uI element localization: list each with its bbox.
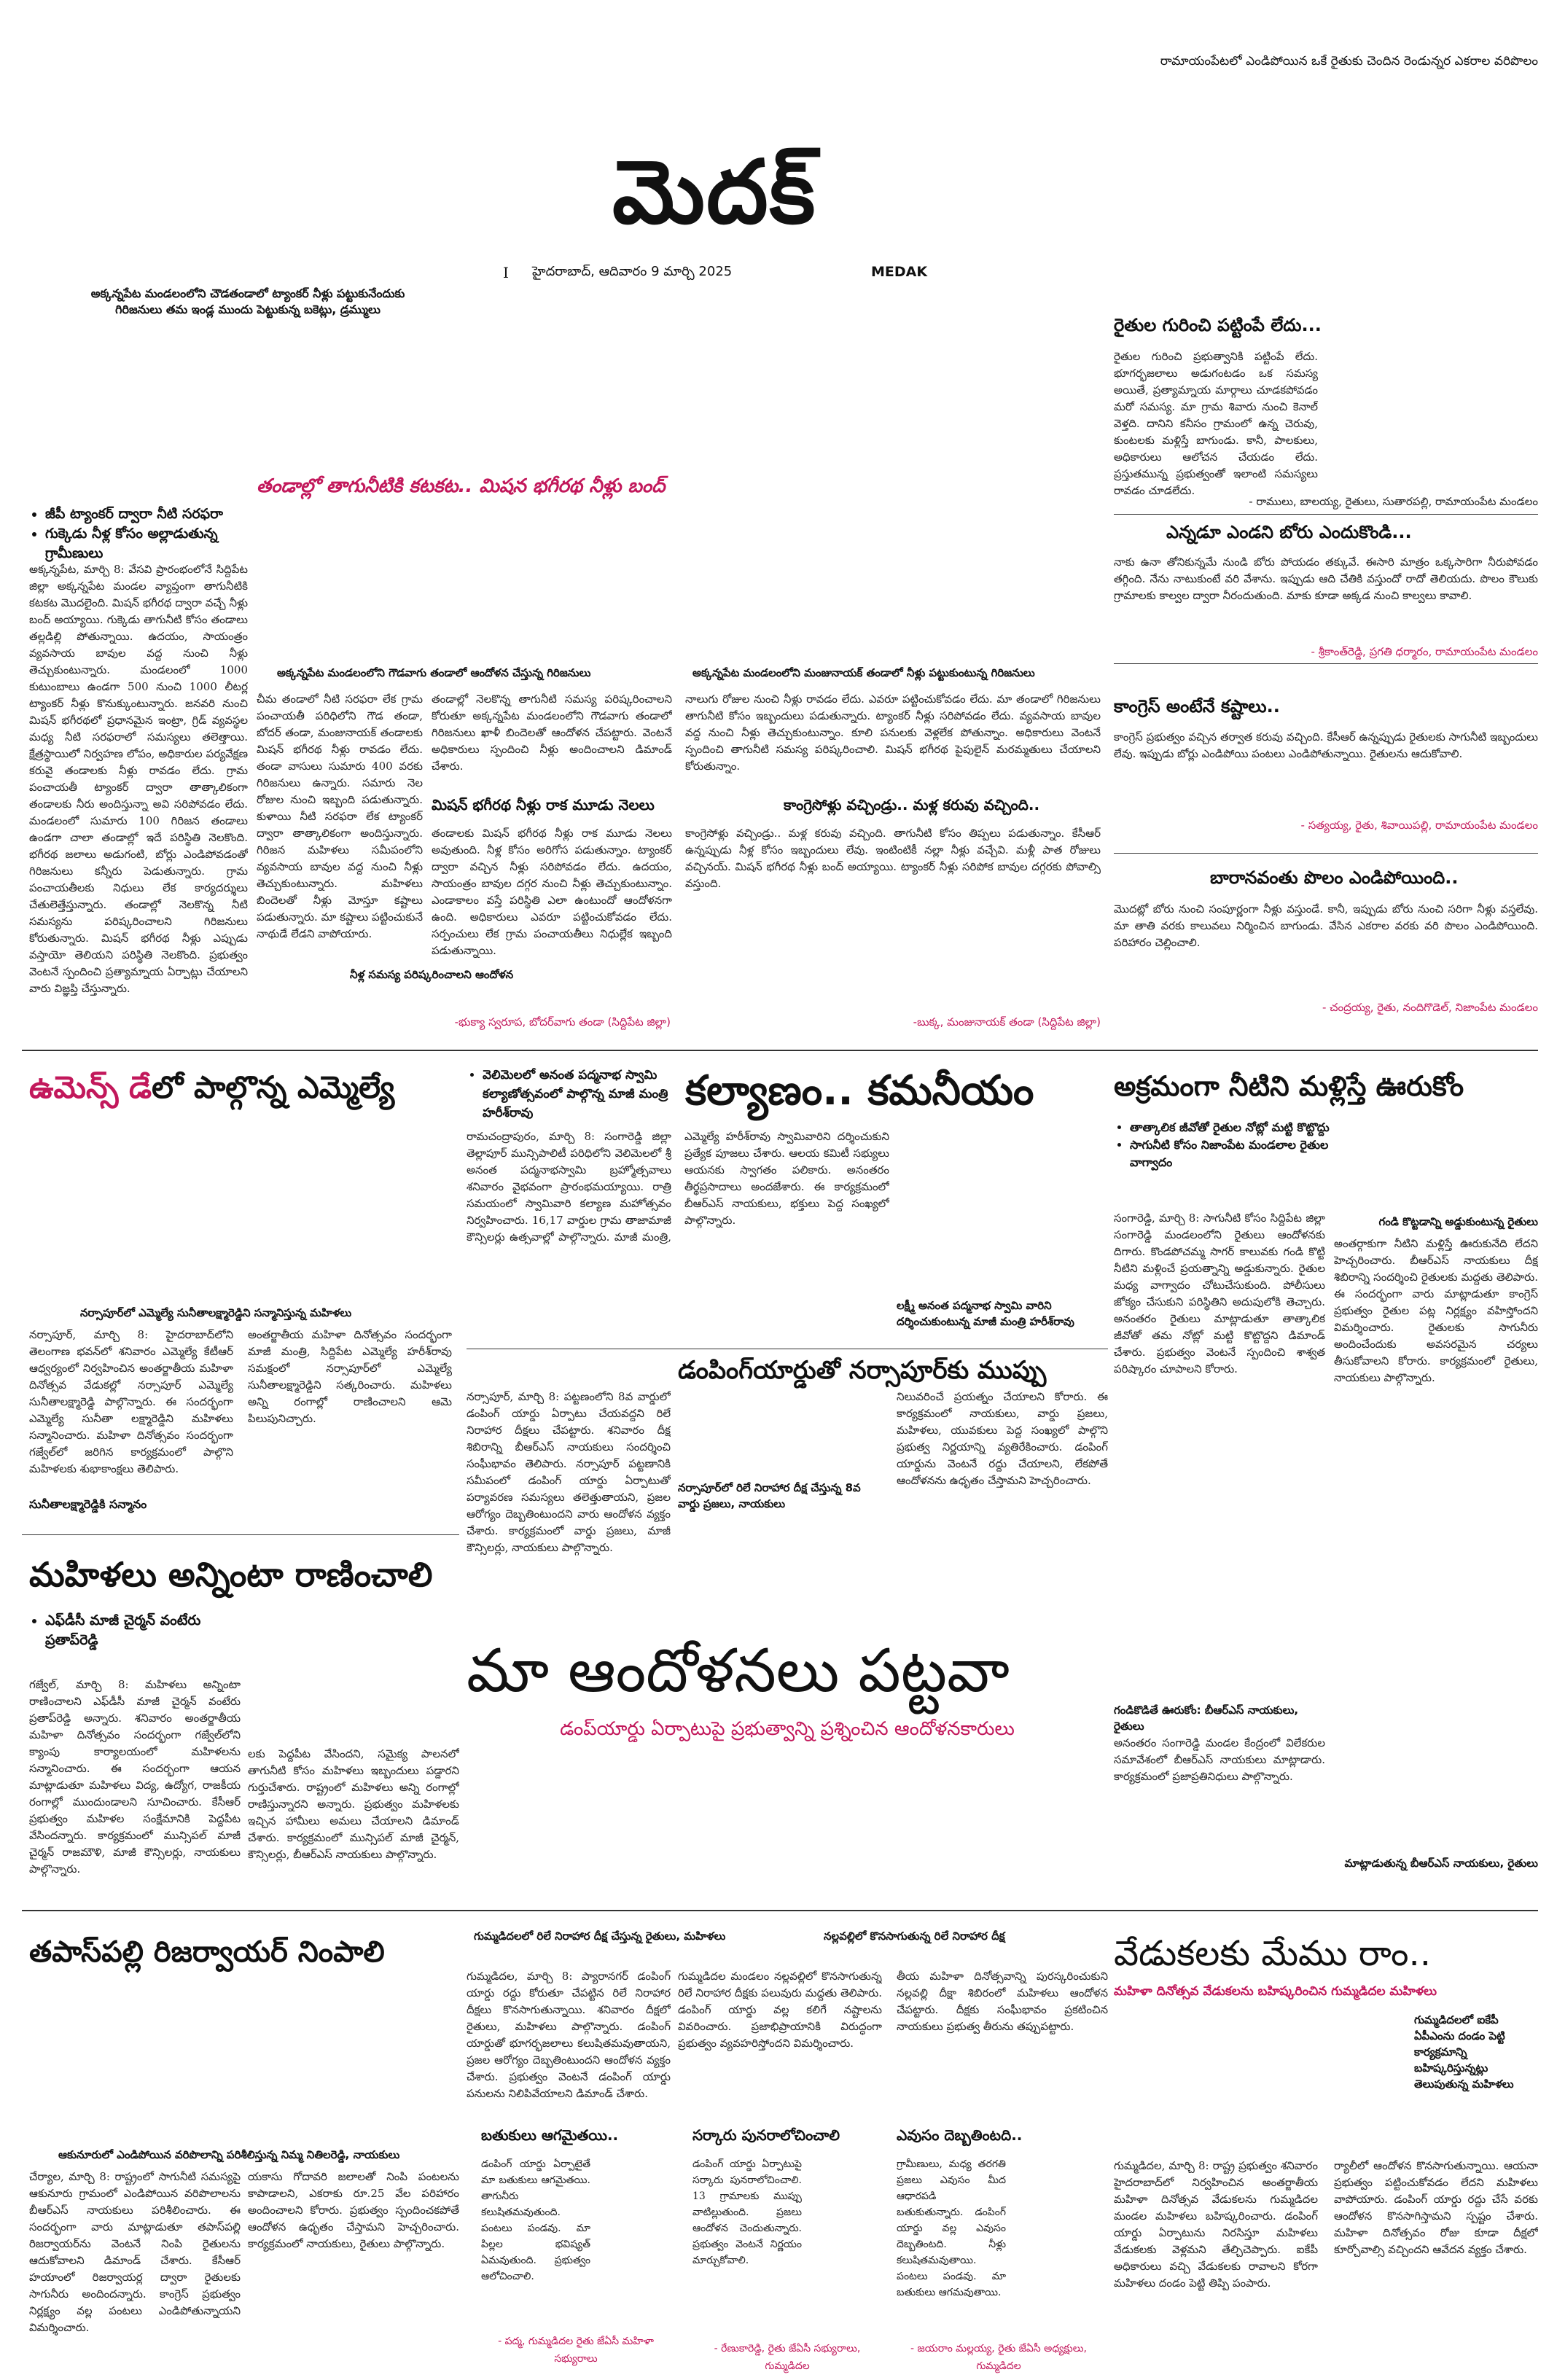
photo-caption: గుమ్మడిదలలో రిలే నిరాహార దీక్ష చేస్తున్న రైతులు, మహిళలు bbox=[474, 1930, 726, 1943]
photo-caption: నర్సాపూర్‌లో రిలే నిరాహార దీక్ష చేస్తున్న 8వ వార్డు ప్రజలు, నాయకులు bbox=[678, 1481, 861, 1510]
news-photo bbox=[467, 1749, 1108, 1895]
story-bullets bbox=[1114, 1119, 1332, 1171]
story-headline bbox=[29, 1066, 467, 1109]
photo-caption: లక్ష్మీ అనంత పద్మనాభ స్వామి వారిని దర్శించుకుంటున్న మాజీ మంత్రి హరీశ్‌రావు bbox=[897, 1299, 1074, 1328]
story-headline: కాంగ్రెసోళ్లు వచ్చిండ్రు.. మళ్ల కరువు వచ్చింది.. bbox=[784, 796, 1040, 814]
bullet-item: • వెలిమెలలో అనంత పద్మనాభ స్వామి కల్యాణోత్సవంలో పాల్గొన్న మాజీ మంత్రి హరీశ్‌రావు bbox=[483, 1066, 678, 1123]
story-body: డంపింగ్ యార్డు ఏర్పాటైతే మా బతుకులు ఆగమైతయి. తాగునీరు కలుషితమవుతుంది. పంటలు పండవు. మా పిల్లల భవిష్యత్ ఏమవుతుంది. ప్రభుత్వం ఆలోచించాలి. bbox=[481, 2158, 590, 2282]
headline-text: లో పాల్గొన్న ఎమ్మెల్యే bbox=[152, 1069, 395, 1105]
story-byline: - చంద్రయ్య, రైతు, నందిగొడెల్, నిజాంపేట మండలం bbox=[1322, 1001, 1538, 1014]
story-byline: -బుక్క, మంజునాయక్ తండా (సిద్దిపేట జిల్లా) bbox=[913, 1015, 1101, 1029]
story-body: తీయ మహిళా దినోత్సవాన్ని పురస్కరించుకుని నల్లవల్లి దీక్షా శిబిరంలో మహిళలు ఆందోళన చేపట్టారు. దీక్షకు సంఘీభావం ప్రకటించిన నాయకులు ప్రభుత్వ తీరును తప్పుపట్టారు. bbox=[897, 1970, 1108, 2033]
story-bullets bbox=[29, 504, 226, 563]
bullet-item: • ఎఫ్‌డీసీ మాజీ చైర్మన్ వంటేరు ప్రతాప్‌రెడ్డి bbox=[45, 1611, 241, 1650]
story-byline: - జయరాం మల్లయ్య, రైతు జేఏసీ అధ్యక్షులు, గుమ్మడిదల bbox=[910, 2343, 1087, 2372]
photo-caption: అక్కన్నపేట మండలంలోని చౌడతండాలో ట్యాంకర్ నీళ్లు పట్టుకునేందుకు గిరిజనులు తమ ఇండ్ల ముందు పెట్టుకున్న బకెట్లు, డ్రమ్ములు bbox=[90, 286, 405, 316]
story-headline: మహిళలు అన్నింటా రాణించాలి bbox=[29, 1555, 433, 1594]
story-byline: - రేణుకారెడ్డి, రైతు జేఏసీ సభ్యురాలు, గుమ్మడిదల bbox=[714, 2343, 861, 2372]
story-headline: అక్రమంగా నీటిని మళ్లిస్తే ఊరుకోం bbox=[1114, 1070, 1464, 1102]
photo-caption: అక్కన్నపేట మండలంలోని గౌడవాగు తండాలో ఆందోళన చేస్తున్న గిరిజనులు bbox=[277, 666, 591, 679]
photo-caption: గండి కొట్టడాన్ని అడ్డుకుంటున్న రైతులు bbox=[1378, 1215, 1538, 1228]
story-body: యకాసు గోదావరి జలాలతో నింపి పంటలను కాపాడాలని, ఎకరాకు రూ.25 వేల పరిహారం అందించాలని కోరారు. ప్రభుత్వం స్పందించకపోతే ఆందోళన ఉధృతం చేస్తామని హెచ్చరించారు. కార్యక్రమంలో నాయకులు, రైతులు పాల్గొన్నారు. bbox=[248, 2170, 459, 2250]
bullet-item: • జీపీ ట్యాంకర్ ద్వారా నీటి సరఫరా bbox=[45, 504, 226, 524]
story-byline: - శ్రీకాంత్‌రెడ్డి, ప్రగతి ధర్మారం, రామాయంపేట మండలం bbox=[1311, 645, 1538, 658]
news-photo bbox=[897, 1123, 1108, 1298]
story-body: లకు పెద్దపీట వేసిందని, సమైక్య పాలనలో తాగునీటి కోసం మహిళలు ఇబ్బందులు పడ్డారని గుర్తుచేశారు. రాష్ట్రంలో మహిళలు అన్ని రంగాల్లో రాణిస్తున్నారని అన్నారు. ప్రభుత్వం మహిళలకు ఇచ్చిన హామీలు అమలు చేయాలని డిమాండ్ చేశారు. కార్యక్రమంలో మున్సిపల్ మాజీ చైర్మన్, కౌన్సిలర్లు, బీఆర్ఎస్ నాయకులు పాల్గొన్నారు. bbox=[248, 1747, 459, 1861]
story-body: కాంగ్రెస్ ప్రభుత్వం వచ్చిన తర్వాత కరువు వచ్చింది. కేసీఆర్ ఉన్నప్పుడు రైతులకు సాగునీటి ఇబ్బందులు లేవు. ఇప్పుడు బోర్లు ఎండిపోయి పంటలు ఎండిపోతున్నాయి. రైతులను ఆదుకోవాలి. bbox=[1114, 730, 1538, 760]
photo-caption: గుమ్మడిదలలో ఐకేపీ ఏపీఎంను దండం పెట్టి కార్యక్రమాన్ని బహిష్కరిస్తున్నట్లు తెలుపుతున్న మహిళలు bbox=[1414, 2013, 1514, 2091]
story-headline: కల్యాణం.. కమనీయం bbox=[685, 1067, 1034, 1115]
story-subhead: మహిళా దినోత్సవ వేడుకలను బహిష్కరించిన గుమ్మడిదల మహిళలు bbox=[1114, 1984, 1437, 1999]
story-body: చేర్యాల, మార్చి 8: రాష్ట్రంలో సాగునీటి సమస్యపై ఆకునూరు గ్రామంలో ఎండిపోయిన వరిపొలాలను బీఆర్ఎస్ నాయకులు పరిశీలించారు. ఈ సందర్భంగా వారు మాట్లాడుతూ తపాస్‌పల్లి రిజర్వాయర్‌ను వెంటనే నింపి రైతులను ఆదుకోవాలని డిమాండ్ చేశారు. కేసీఆర్ హయాంలో రిజర్వాయర్ల ద్వారా రైతులకు సాగునీరు అందిందన్నారు. కాంగ్రెస్ ప్రభుత్వం నిర్లక్ష్యం వల్ల పంటలు ఎండిపోతున్నాయని విమర్శించారు. bbox=[29, 2170, 241, 2334]
story-body: నిలువరించే ప్రయత్నం చేయాలని కోరారు. ఈ కార్యక్రమంలో నాయకులు, వార్డు ప్రజలు, మహిళలు, యువకులు పెద్ద సంఖ్యలో పాల్గొని ప్రభుత్వ నిర్ణయాన్ని వ్యతిరేకించారు. డంపింగ్ యార్డును వెంటనే రద్దు చేయాలని, లేకపోతే ఆందోళనను ఉధృతం చేస్తామని హెచ్చరించారు. bbox=[897, 1390, 1108, 1487]
story-body: నర్సాపూర్, మార్చి 8: హైదరాబాద్‌లోని తెలంగాణ భవన్‌లో శనివారం ఎమ్మెల్యే కేటీఆర్ ఆధ్వర్యంలో నిర్వహించిన అంతర్జాతీయ మహిళా దినోత్సవ వేడుకల్లో నర్సాపూర్ ఎమ్మెల్యే సునీతాలక్ష్మారెడ్డి పాల్గొన్నారు. ఈ సందర్భంగా ఎమ్మెల్యే సునీతా లక్ష్మారెడ్డిని మహిళలు సన్మానించారు. మహిళా దినోత్సవం సందర్భంగా గజ్వేల్‌లో జరిగిన కార్యక్రమంలో పాల్గొని మహిళలకు శుభాకాంక్షలు తెలిపారు. bbox=[29, 1328, 233, 1475]
story-body: గుమ్మడిదల, మార్చి 8: రాష్ట్ర ప్రభుత్వం శనివారం హైదరాబాద్‌లో నిర్వహించిన అంతర్జాతీయ మహిళా దినోత్సవ వేడుకలను గుమ్మడిదల మండల మహిళలు బహిష్కరించారు. డంపింగ్ యార్డు ఏర్పాటును నిరసిస్తూ మహిళలు వేడుకలకు వెళ్లమని తేల్చిచెప్పారు. ఐకేపీ అధికారులు వచ్చి వేడుకలకు రావాలని కోరగా మహిళలు దండం పెట్టి తిప్పి పంపారు. bbox=[1114, 2159, 1318, 2290]
headline-highlight: ఉమెన్స్ డే bbox=[29, 1069, 152, 1105]
photo-caption: మాట్లాడుతున్న బీఆర్ఎస్ నాయకులు, రైతులు bbox=[1344, 1857, 1538, 1870]
story-byline: - పద్మ, గుమ్మడిదల రైతు జేఏసీ మహిళా సభ్యురాలు bbox=[498, 2336, 654, 2365]
story-byline: -భుక్యా స్వరూప, బోదర్‌వాగు తండా (సిద్దిపేట జిల్లా) bbox=[454, 1015, 671, 1029]
story-headline: మా ఆందోళనలు పట్టవా bbox=[467, 1636, 1010, 1706]
bullet-item: • తాత్కాలిక జీవోతో రైతుల నోట్లో మట్టి కొట్టొద్దు bbox=[1130, 1119, 1332, 1136]
bullet-item: • సాగునీటి కోసం నిజాంపేట మండలాల రైతుల వాగ్వాదం bbox=[1130, 1136, 1332, 1171]
section-divider bbox=[22, 1910, 1538, 1911]
masthead-date: హైదరాబాద్, ఆదివారం 9 మార్చి 2025 bbox=[532, 264, 733, 279]
story-body: తండాలకు మిషన్ భగీరథ నీళ్లు రాక మూడు నెలలు అవుతుంది. నీళ్ల కోసం అరిగోస పడుతున్నాం. ట్యాంకర్ ద్వారా వచ్చిన నీళ్లు సరిపోవడం లేదు. ఉదయం, సాయంత్రం బావుల దగ్గర నుంచి నీళ్లు తెచ్చుకుంటున్నాం. ఎండాకాలం వస్తే పరిస్థితి ఎలా ఉంటుందో ఆందోళనగా ఉంది. అధికారులు ఎవరూ పట్టించుకోవడం లేదు. సర్పంచులు లేక గ్రామ పంచాయతీలు నిధుల్లేక ఇబ్బంది పడుతున్నాయి. bbox=[432, 827, 672, 957]
story-headline: బతుకులు ఆగమైతయి.. bbox=[481, 2126, 619, 2144]
story-headline: సర్కారు పునరాలోచించాలి bbox=[692, 2126, 840, 2144]
column-divider bbox=[22, 1534, 459, 1535]
news-photo bbox=[22, 328, 1108, 459]
story-byline: - సత్యయ్య, రైతు, శివాయిపల్లి, రామాయంపేట మండలం bbox=[1300, 819, 1538, 832]
story-headline: తపాస్‌పల్లి రిజర్వాయర్ నింపాలి bbox=[29, 1935, 385, 1969]
news-photo bbox=[598, 2156, 671, 2229]
story-body: నర్సాపూర్, మార్చి 8: పట్టణంలోని 8వ వార్డులో డంపింగ్ యార్డు ఏర్పాటు చేయవద్దని రిలే నిరాహార దీక్షలు చేపట్టారు. శనివారం దీక్ష శిబిరాన్ని బీఆర్ఎస్ నాయకులు సందర్శించి సంఘీభావం తెలిపారు. నర్సాపూర్ పట్టణానికి సమీపంలో డంపింగ్ యార్డు ఏర్పాటుతో పర్యావరణ సమస్యలు తలెత్తుతాయని, ప్రజల ఆరోగ్యం దెబ్బతింటుందని వారు ఆందోళన వ్యక్తం చేశారు. కార్యక్రమంలో వార్డు ప్రజలు, మాజీ కౌన్సిలర్లు, నాయకులు పాల్గొన్నారు. bbox=[467, 1390, 671, 1554]
story-body: గుమ్మడిదల, మార్చి 8: ప్యారానగర్ డంపింగ్ యార్డు రద్దు కోరుతూ చేపట్టిన రిలే నిరాహార దీక్షలు కొనసాగుతున్నాయి. శనివారం దీక్షలో రైతులు, మహిళలు పాల్గొన్నారు. డంపింగ్ యార్డుతో భూగర్భజలాలు కలుషితమవుతాయని, ప్రజల ఆరోగ్యం దెబ్బతింటుందని ఆందోళన వ్యక్తం చేశారు. ప్రభుత్వం వెంటనే డంపింగ్ యార్డు పనులను నిలిపివేయాలని డిమాండ్ చేశారు. bbox=[467, 1970, 671, 2100]
story-body: రైతుల గురించి ప్రభుత్వానికి పట్టింపే లేదు. భూగర్భజలాలు అడుగంటడం ఒక సమస్య అయితే, ప్రత్యామ్నాయ మార్గాలు చూడకపోవడం మరో సమస్య. మా గ్రామ శివారు నుంచి కెనాల్ వెళ్తది. దానిని కనీసం గ్రామంలో ఉన్న చెరువు, కుంటలకు మళ్లిస్తే బాగుండు. కానీ, పాలకులు, అధికారులు ఆలోచన చేయడం లేదు. ప్రస్తుతమున్న ప్రభుత్వంతో ఇలాంటి సమస్యలు రావడం చూడలేదు. bbox=[1114, 350, 1318, 497]
story-headline: డంపింగ్‌యార్డుతో నర్సాపూర్‌కు ముప్పు bbox=[678, 1356, 1047, 1385]
story-body: సంగారెడ్డి, మార్చి 8: సాగునీటి కోసం సిద్దిపేట జిల్లా సంగారెడ్డి మండలంలోని రైతులు ఆందోళనకు దిగారు. కొండపోచమ్మ సాగర్ కాలువకు గండి కొట్టి నీటిని మళ్లించే ప్రయత్నాన్ని అడ్డుకున్నారు. రైతుల మధ్య వాగ్వాదం చోటుచేసుకుంది. పోలీసులు జోక్యం చేసుకుని పరిస్థితిని అదుపులోకి తెచ్చారు. అనంతరం రైతులు మాట్లాడుతూ తాత్కాలిక జీవోతో తమ నోట్లో మట్టి కొట్టొద్దని డిమాండ్ చేశారు. ప్రభుత్వం వెంటనే స్పందించి శాశ్వత పరిష్కారం చూపాలని కోరారు. bbox=[1114, 1212, 1325, 1376]
story-headline: బారానవంతు పొలం ఎండిపోయింది.. bbox=[1210, 867, 1459, 888]
photo-caption: నల్లవల్లిలో కొనసాగుతున్న రిలే నిరాహార దీక్ష bbox=[824, 1930, 1005, 1943]
story-byline: నీళ్ల సమస్య పరిష్కరించాలని ఆందోళన bbox=[350, 968, 514, 981]
story-headline: తండాల్లో తాగునీటికి కటకట.. మిషన భగీరథ నీళ్లు బంద్ bbox=[257, 475, 666, 497]
news-photo bbox=[678, 1389, 882, 1476]
story-headline: ఎన్నడూ ఎండని బోరు ఎందుకొండి... bbox=[1166, 522, 1412, 542]
photo-caption: నర్సాపూర్‌లో ఎమ్మెల్యే సునీతాలక్ష్మారెడ్డిని సన్మానిస్తున్న మహిళలు bbox=[80, 1306, 352, 1319]
news-photo bbox=[1114, 2008, 1405, 2147]
story-subhead: సునీతాలక్ష్మారెడ్డికి సన్మానం bbox=[29, 1497, 147, 1511]
column-divider bbox=[1114, 663, 1538, 664]
news-photo bbox=[809, 2156, 882, 2229]
photo-caption: అక్కన్నపేట మండలంలోని మంజునాయక్ తండాలో నీళ్లు పట్టుకుంటున్న గిరిజనులు bbox=[692, 666, 1035, 679]
story-body: నాకు ఉనా తోనికున్నమే నుండి బోరు పోయడం తక్కువే. ఈసారి మాత్రం ఒక్కసారిగా నీరుపోవడం తగ్గింది. నేను నాటుకుంటే వరి వేశాను. ఇప్పుడు ఆది చేతికి వస్తుందో రాదో తెలియదు. పొలం కౌలుకు గ్రామాలకు కాల్వల ద్వారా నీరందుతుంది. మాకు కూడా అక్కడ నుంచి కాల్వలు కావాలి. bbox=[1114, 555, 1538, 602]
news-photo bbox=[257, 510, 679, 663]
story-body: అనంతరం సంగారెడ్డి మండల కేంద్రంలో విలేకరుల సమావేశంలో బీఆర్ఎస్ నాయకులు మాట్లాడారు. కార్యక్రమంలో ప్రజాప్రతినిధులు పాల్గొన్నారు. bbox=[1114, 1736, 1325, 1783]
photo-caption: ఆకునూరులో ఎండిపోయిన వరిపొలాన్ని పరిశీలిస్తున్న నిమ్మ నితిలరెడ్డి, నాయకులు bbox=[58, 2148, 400, 2161]
bullet-item: • గుక్కెడు నీళ్ల కోసం అల్లాడుతున్న గ్రామీణులు bbox=[45, 524, 226, 563]
story-body: అంతర్గాకుగా నీటిని మళ్లిస్తే ఊరుకునేది లేదని హెచ్చరించారు. బీఆర్ఎస్ నాయకులు దీక్ష శిబిరాన్ని సందర్శించి రైతులకు మద్దతు తెలిపారు. ఈ సందర్భంగా వారు మాట్లాడుతూ కాంగ్రెస్ ప్రభుత్వం రైతుల పట్ల నిర్లక్ష్యం వహిస్తోందని విమర్శించారు. రైతులకు సాగునీరు అందించేందుకు అవసరమైన చర్యలు తీసుకోవాలని కోరారు. కార్యక్రమంలో రైతులు, నాయకులు పాల్గొన్నారు. bbox=[1334, 1237, 1538, 1384]
story-subhead: గండికొడితే ఊరుకోం: బీఆర్ఎస్ నాయకులు, రైతులు bbox=[1114, 1704, 1299, 1733]
news-photo bbox=[29, 1123, 452, 1305]
story-subhead: డంప్‌యార్డు ఏర్పాటుపై ప్రభుత్వాన్ని ప్రశ్నించిన ఆందోళనకారులు bbox=[560, 1718, 1015, 1740]
story-body: గ్రామీణులు, మధ్య తరగతి ప్రజలు ఎవుసం మీద ఆధారపడి బతుకుతున్నారు. డంపింగ్ యార్డు వల్ల ఎవుసం దెబ్బతింటది. నీళ్లు కలుషితమవుతాయి. పంటలు పండవు. మా బతుకులు ఆగమవుతాయి. bbox=[897, 2158, 1006, 2298]
story-headline: రైతుల గురించి పట్టింపే లేదు... bbox=[1114, 315, 1322, 335]
story-bullets bbox=[29, 1611, 241, 1650]
story-body: గుమ్మడిదల మండలం నల్లవల్లిలో కొనసాగుతున్న రిలే నిరాహార దీక్షకు పలువురు మద్దతు తెలిపారు. డంపింగ్ యార్డు వల్ల కలిగే నష్టాలను వివరించారు. ప్రజాభిప్రాయానికి విరుద్ధంగా ప్రభుత్వం వ్యవహరిస్తోందని విమర్శించారు. bbox=[678, 1970, 882, 2050]
story-body: చీమ తండాలో నీటి సరఫరా లేక గ్రామ పంచాయతీ పరిధిలోని గౌడ తండా, బోదర్ తండా, మంజునాయక్ తండాలకు మిషన్ భగీరథ నీళ్లు రావడం లేదు. తండా వాసులు సుమారు 400 వరకు గిరిజనులు ఉన్నారు. సమారు నెల రోజుల నుంచి ఇబ్బంది పడుతున్నారు. కుళాయి నీటి సరఫరా లేక ట్యాంకర్ ద్వారా తాత్కాలికంగా అందిస్తున్నారు. గిరిజన మహిళలు సమీపంలోని వ్యవసాయ బావుల వద్ద నుంచి నీళ్లు తెచ్చుకుంటున్నారు. మహిళలు బిందెలతో నీళ్లు మోస్తూ కష్టాలు పడుతున్నారు. మా కష్టాలు పట్టించుకునే నాథుడే లేడని వాపోయారు. bbox=[257, 692, 423, 940]
story-body: కాంగ్రెసోళ్లు వచ్చిండ్రు.. మళ్ల కరువు వచ్చింది. తాగునీటి కోసం తిప్పలు పడుతున్నాం. కేసీఆర్ ఉన్నప్పుడు నీళ్ల కోసం ఇబ్బందులు లేవు. ఇంటింటికీ నల్లా నీళ్లు వచ్చేవి. మళ్లీ పాత రోజులు వచ్చినయ్. మిషన్ భగీరథ నీళ్లు బంద్ అయ్యాయి. ట్యాంకర్ నీళ్లు సరిపోక బావుల దగ్గరకు పోవాల్సి వస్తుంది. bbox=[685, 827, 1101, 890]
news-photo bbox=[1013, 2156, 1101, 2229]
story-body: అక్కన్నపేట, మార్చి 8: వేసవి ప్రారంభంలోనే సిద్దిపేట జిల్లా అక్కన్నపేట మండల వ్యాప్తంగా తాగునీటికి కటకట మొదలైంది. మిషన్ భగీరథ ద్వారా వచ్చే నీళ్లు బంద్ అయ్యాయి. గుక్కెడు తాగునీటి కోసం తండాలు తల్లడిల్లి పోతున్నాయి. ఉదయం, సాయంత్రం వ్యవసాయ బావుల వద్ద నుంచి నీళ్లు తెచ్చుకుంటున్నారు. మండలంలో 1000 కుటుంబాలు ఉండగా 500 నుంచి 1000 లీటర్ల ట్యాంకర్ నీళ్లు కొనుక్కుంటున్నారు. జనవరి నుంచి మిషన్ భగీరథలో ప్రధానమైన ఇంట్రా, గ్రిడ్ వ్యవస్థల మధ్య నీటి సరఫరాలో సమస్యలు తలెత్తాయి. క్షేత్రస్థాయిలో నిర్వహణ లోపం, అధికారుల పర్యవేక్షణ కరువై తండాలకు నీళ్లు రావడం లేదు. గ్రామ పంచాయతీ ట్యాంకర్ ద్వారా తాత్కాలికంగా తండాలకు నీరు అందిస్తున్నా అవి సరిపోవడం లేదు. మండలంలో సుమారు 100 గిరిజన తండాలు ఉండగా చాలా తండాల్లో ఇదే పరిస్థితి నెలకొంది. భగీరథ జలాలు అడుగంటి, బోర్లు ఎండిపోవడంతో గిరిజనులు కన్నీరు పెడుతున్నారు. గ్రామ పంచాయతీలకు నిధులు లేక కార్యదర్శులు చేతులెత్తేస్తున్నారు. తండాల్లో నెలకొన్న నీటి సమస్యను పరిష్కరించాలని గిరిజనులు కోరుతున్నారు. మిషన్ భగీరథ నీళ్లు ఎప్పుడు వస్తాయో తెలియని పరిస్థితి నెలకొంది. ప్రభుత్వం వెంటనే స్పందించి ప్రత్యామ్నాయ ఏర్పాట్లు చేయాలని వారు విజ్ఞప్తి చేస్తున్నారు. bbox=[29, 563, 248, 995]
story-body: అంతర్జాతీయ మహిళా దినోత్సవం సందర్భంగా మాజీ మంత్రి, సిద్దిపేట ఎమ్మెల్యే హరీశ్‌రావు సమక్షంలో నర్సాపూర్‌లో ఎమ్మెల్యే సునీతాలక్ష్మారెడ్డిని సత్కరించారు. మహిళలు అన్ని రంగాల్లో రాణించాలని ఆమె పిలుపునిచ్చారు. bbox=[248, 1328, 452, 1425]
news-photo bbox=[29, 1983, 459, 2143]
news-photo bbox=[685, 510, 1101, 663]
story-headline: కాంగ్రెస్ అంటేనే కష్టాలు.. bbox=[1114, 696, 1280, 717]
story-headline: మిషన్ భగీరథ నీళ్లు రాక మూడు నెలలు bbox=[432, 796, 655, 814]
story-headline: ఎవుసం దెబ్బతింటది.. bbox=[897, 2126, 1023, 2144]
column-divider bbox=[1114, 514, 1538, 515]
story-headline: వేడుకలకు మేము రాం.. bbox=[1114, 1933, 1431, 1974]
story-body: గజ్వేల్, మార్చి 8: మహిళలు అన్నింటా రాణించాలని ఎఫ్‌డీసీ మాజీ చైర్మన్ వంటేరు ప్రతాప్‌రెడ్డి అన్నారు. శనివారం అంతర్జాతీయ మహిళా దినోత్సవం సందర్భంగా గజ్వేల్‌లోని క్యాంపు కార్యాలయంలో మహిళలను సన్మానించారు. ఈ సందర్భంగా ఆయన మాట్లాడుతూ మహిళలు విద్య, ఉద్యోగ, రాజకీయ రంగాల్లో ముందుండాలని సూచించారు. కేసీఆర్ ప్రభుత్వం మహిళల సంక్షేమానికి పెద్దపీట వేసిందన్నారు. కార్యక్రమంలో మున్సిపల్ మాజీ చైర్మన్ రాజమౌళి, మాజీ కౌన్సిలర్లు, నాయకులు పాల్గొన్నారు. bbox=[29, 1678, 241, 1876]
top-caption: రామాయంపేటలో ఎండిపోయిన ఒకే రైతుకు చెందిన రెండున్నర ఎకరాల వరిపొలం bbox=[1160, 54, 1538, 69]
news-photo bbox=[1327, 348, 1538, 494]
story-body: మొదట్లో బోరు నుంచి సంపూర్ణంగా నీళ్లు వస్తుండే. కానీ, ఇప్పుడు బోరు నుంచి సరిగా నీళ్లు వస్తలేవు. మా తాతి వరకు కాలువలు నిర్మించిన బాగుండు. వేసిన ఎకరాల వరకు వరి పొలం ఎండిపోయింది. పరిహారం చెల్లించాలి. bbox=[1114, 902, 1538, 949]
story-body: ర్యాలీలో ఆందోళన కొనసాగుతున్నాయి. ఆయనా ప్రభుత్వం పట్టించుకోవడం లేదని మహిళలు వాపోయారు. డంపింగ్ యార్డు రద్దు చేసే వరకు ఆందోళన కొనసాగిస్తామని స్పష్టం చేశారు. మహిళా దినోత్సవం రోజు కూడా దీక్షలో కూర్చోవాల్సి వచ్చిందని ఆవేదన వ్యక్తం చేశారు. bbox=[1334, 2159, 1538, 2256]
column-divider bbox=[1114, 853, 1538, 854]
issue-marker: I bbox=[503, 264, 509, 281]
story-byline: - రాములు, బాలయ్య, రైతులు, సుతారపల్లి, రామాయంపేట మండలం bbox=[1249, 495, 1538, 508]
section-divider bbox=[22, 1050, 1538, 1051]
news-photo bbox=[248, 1611, 459, 1742]
story-body: తండాల్లో నెలకొన్న తాగునీటి సమస్య పరిష్కరించాలని కోరుతూ అక్కన్నపేట మండలంలోని గౌడవాగు తండాలో గిరిజనులు ఖాళీ బిందెలతో ఆందోళన చేపట్టారు. వెంటనే అధికారులు స్పందించి నీళ్లు అందించాలని డిమాండ్ చేశారు. bbox=[432, 692, 672, 773]
story-body: రామచంద్రాపురం, మార్చి 8: సంగారెడ్డి జిల్లా తెల్లాపూర్ మున్సిపాలిటీ పరిధిలోని వెలిమెలలో శ్రీ అనంత పద్మనాభస్వామి బ్రహ్మోత్సవాలు శనివారం వైభవంగా ప్రారంభమయ్యాయి. రాత్రి సమయంలో స్వామివారి కల్యాణ మహోత్సవం నిర్వహించారు. 16,17 వార్డుల గ్రామ తాజామాజీ కౌన్సిలర్లు ఉత్సవాల్లో పాల్గొన్నారు. మాజీ మంత్రి, ఎమ్మెల్యే హరీశ్‌రావు స్వామివారిని దర్శించుకుని ప్రత్యేక పూజలు చేశారు. ఆలయ కమిటీ సభ్యులు ఆయనకు స్వాగతం పలికారు. అనంతరం తీర్థప్రసాదాలు అందజేశారు. ఈ కార్యక్రమంలో బీఆర్ఎస్ నాయకులు, భక్తులు పెద్ద సంఖ్యలో పాల్గొన్నారు. bbox=[467, 1130, 889, 1244]
story-body: నాలుగు రోజుల నుంచి నీళ్లు రావడం లేదు. ఎవరూ పట్టించుకోవడం లేదు. మా తండాలో గిరిజనులు తాగునీటి కోసం ఇబ్బందులు పడుతున్నారు. ట్యాంకర్ నీళ్లు సరిపోవడం లేదు. వ్యవసాయ బావుల వద్ద నుంచి నీళ్లు తెచ్చుకుంటున్నాం. కూలి పనులకు వెళ్లలేక పోతున్నాం. అధికారులు వెంటనే స్పందించి తాగునీటి సమస్య పరిష్కరించాలి. మిషన్ భగీరథ పైపులైన్ మరమ్మతులు చేయాలని కోరుతున్నాం. bbox=[685, 692, 1101, 773]
story-bullets bbox=[467, 1066, 678, 1123]
story-body: డంపింగ్ యార్డు ఏర్పాటుపై సర్కారు పునరాలోచించాలి. 13 గ్రామాలకు ముప్పు వాటిల్లుతుంది. ప్రజలు ఆందోళన చెందుతున్నారు. ప్రభుత్వం వెంటనే నిర్ణయం మార్చుకోవాలి. bbox=[692, 2158, 802, 2266]
edition-name: MEDAK bbox=[871, 264, 928, 280]
masthead-title: మెదక్ bbox=[612, 142, 817, 243]
